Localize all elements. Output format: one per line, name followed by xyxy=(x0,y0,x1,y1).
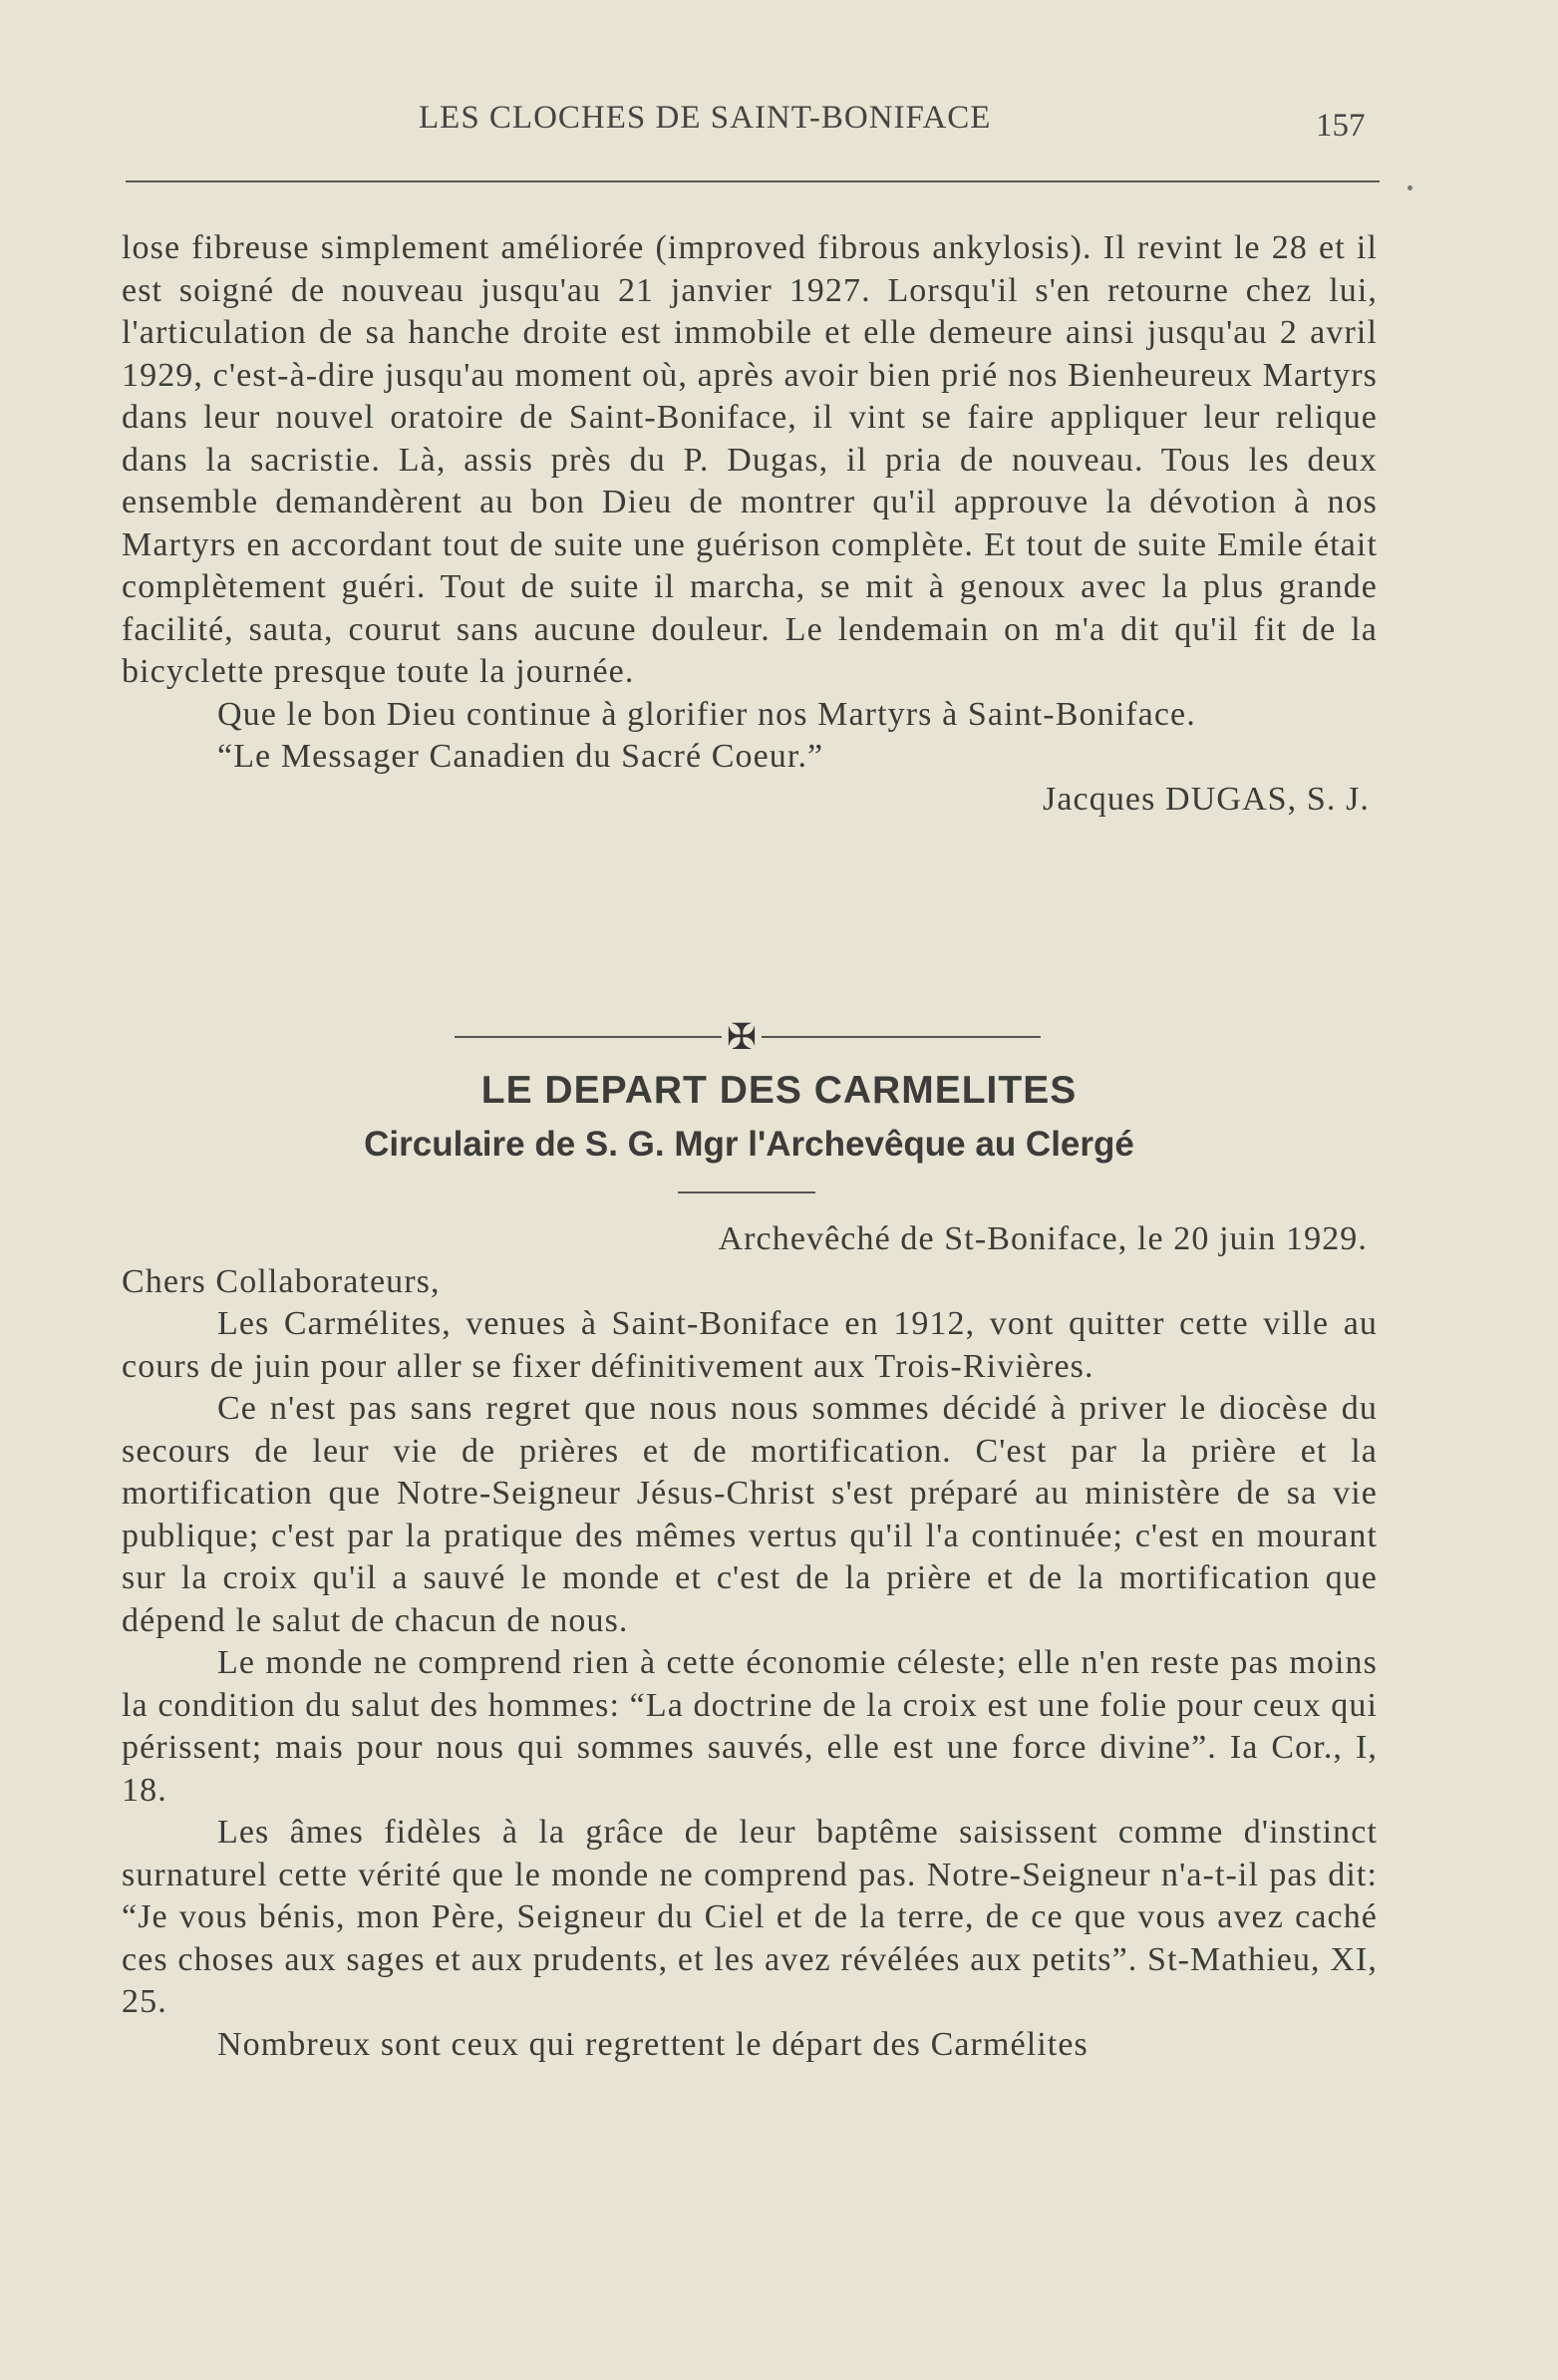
circular-body xyxy=(122,1218,1378,2066)
divider-line-left xyxy=(455,1036,722,1038)
section-divider xyxy=(455,1017,1041,1057)
subtitle-rule xyxy=(678,1191,815,1193)
margin-speck xyxy=(1407,185,1412,190)
letter-paragraph: Que le bon Dieu continue à glorifier nos Martyrs à Saint-Boniface. xyxy=(217,695,1196,733)
cross-ornament-icon: ✠ xyxy=(726,1017,758,1057)
circular-paragraph: Ce n'est pas sans regret que nous nous sommes décidé à priver le diocèse du secours de leur vie de prières et de mortification. C'est par la prière et la mortification que Notre-Seigneur Jésus-Christ s'est préparé au ministère de sa vie publique; c'est par la pratique des mêmes vertus qu'il l'a continuée; c'est en mourant sur la croix qu'il a sauvé le monde et c'est de la prière et de la mortification que dépend le salut de chacun de nous. xyxy=(122,1390,1378,1639)
section-subtitle: Circulaire de S. G. Mgr l'Archevêque au Clergé xyxy=(364,1125,1134,1164)
section-title: LE DEPART DES CARMELITES xyxy=(480,1069,1078,1112)
letter-body xyxy=(122,227,1378,821)
letter-source: “Le Messager Canadien du Sacré Coeur.” xyxy=(217,738,824,775)
running-header: LES CLOCHES DE SAINT-BONIFACE xyxy=(419,100,992,136)
letter-signature: Jacques DUGAS, S. J. xyxy=(1043,780,1370,818)
divider-line-right xyxy=(762,1036,1041,1038)
circular-paragraph: Nombreux sont ceux qui regrettent le départ des Carmélites xyxy=(217,2025,1089,2063)
page-number: 157 xyxy=(1316,108,1366,144)
letter-paragraph: lose fibreuse simplement améliorée (improved fibrous ankylosis). Il revint le 28 et il est soigné de nouveau jusqu'au 21 janvier 1927. Lorsqu'il s'en retourne chez lui, l'articulation de sa hanche droite est immobile et elle demeure ainsi jusqu'au 2 avril 1929, c'est-à-dire jusqu'au moment où, après avoir bien prié nos Bienheureux Martyrs dans leur nouvel oratoire de Saint-Boniface, il vint se faire appliquer leur relique dans la sacristie. Là, assis près du P. Dugas, il pria de nouveau. Tous les deux ensemble demandèrent au bon Dieu de montrer qu'il approuve la dévotion à nos Martyrs en accordant tout de suite une guérison complète. Et tout de suite Emile était complètement guéri. Tout de suite il marcha, se mit à genoux avec la plus grande facilité, sauta, courut sans aucune douleur. Le lendemain on m'a dit qu'il fit de la bicyclette presque toute la journée. xyxy=(122,229,1378,690)
header-rule xyxy=(126,180,1380,182)
salutation: Chers Collaborateurs, xyxy=(122,1262,441,1300)
circular-paragraph: Le monde ne comprend rien à cette économie céleste; elle n'en reste pas moins la condition du salut des hommes: “La doctrine de la croix est une folie pour ceux qui périssent; mais pour nous qui sommes sauvés, elle est une force divine”. Ia Cor., I, 18. xyxy=(122,1644,1378,1809)
circular-paragraph: Les Carmélites, venues à Saint-Boniface en 1912, vont quitter cette ville au cours de juin pour aller se fixer définitivement aux Trois-Rivières. xyxy=(122,1305,1378,1385)
dateline: Archevêché de St-Boniface, le 20 juin 1929. xyxy=(718,1220,1368,1257)
circular-paragraph: Les âmes fidèles à la grâce de leur baptême saisissent comme d'instinct surnaturel cette vérité que le monde ne comprend pas. Notre-Seigneur n'a-t-il pas dit: “Je vous bénis, mon Père, Seigneur du Ciel et de la terre, de ce que vous avez caché ces choses aux sages et aux prudents, et les avez révélées aux petits”. St-Mathieu, XI, 25. xyxy=(122,1814,1378,2020)
